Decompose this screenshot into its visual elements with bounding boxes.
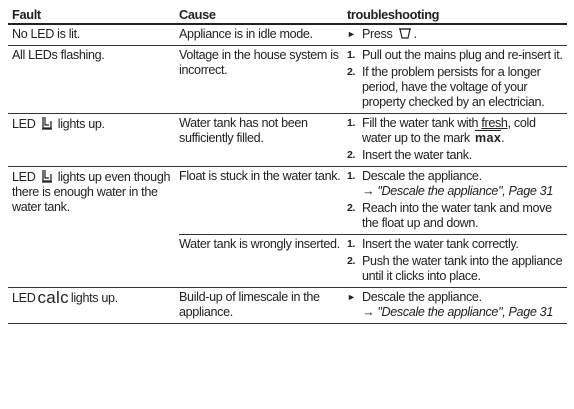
water-tank-icon xyxy=(41,116,53,130)
step-number: 2. xyxy=(347,66,356,78)
step-text: Descale the appliance. xyxy=(362,290,482,304)
table-header-row xyxy=(8,7,567,24)
step-item xyxy=(347,48,563,63)
cause-cell: Water tank is wrongly inserted. xyxy=(179,235,347,288)
fault-cell: No LED is lit. xyxy=(12,27,80,41)
step-text: Fill the water tank with fresh, cold water up to the mark max. xyxy=(362,116,536,145)
step-item xyxy=(347,201,563,231)
troubleshooting-table xyxy=(8,7,567,324)
step-item xyxy=(347,290,563,320)
step-number: 2. xyxy=(347,255,356,267)
troubleshooting-cell xyxy=(347,167,567,235)
step-text: Press xyxy=(362,27,393,41)
fault-cell: LED lights up. xyxy=(12,117,105,131)
step-text: Pull out the mains plug and re-insert it. xyxy=(362,48,563,62)
step-number: 1. xyxy=(347,170,356,182)
step-item xyxy=(347,254,563,284)
fault-cell: LED calc lights up. xyxy=(12,288,118,307)
header-fault: Fault xyxy=(12,7,41,22)
troubleshooting-table-document xyxy=(8,7,567,324)
header-troubleshooting: troubleshooting xyxy=(347,7,440,22)
page-reference: → "Descale the appliance", Page 31 xyxy=(362,184,553,198)
table-row xyxy=(8,167,567,235)
step-text: Push the water tank into the appliance until it clicks into place. xyxy=(362,254,563,283)
step-item xyxy=(347,169,563,199)
max-mark-label: max xyxy=(474,131,502,145)
table-row xyxy=(8,46,567,114)
fault-cell: All LEDs flashing. xyxy=(12,48,105,62)
step-item xyxy=(347,27,563,42)
bullet-arrow-icon: ► xyxy=(347,292,356,302)
step-text: Insert the water tank. xyxy=(362,148,472,162)
cause-cell: Water tank has not been sufficiently filled. xyxy=(179,116,308,145)
cause-cell: Build-up of limescale in the appliance. xyxy=(179,290,320,319)
fault-cell: LED lights up even though there is enough water in the water tank. xyxy=(8,167,179,288)
step-punct: . xyxy=(413,27,417,41)
table-row xyxy=(8,288,567,324)
step-item xyxy=(347,237,563,252)
step-item xyxy=(347,148,563,163)
table-row xyxy=(8,114,567,167)
step-number: 2. xyxy=(347,202,356,214)
header-cause: Cause xyxy=(179,7,216,22)
step-item xyxy=(347,65,563,110)
step-number: 1. xyxy=(347,117,356,129)
step-item xyxy=(347,116,563,146)
step-number: 1. xyxy=(347,49,356,61)
troubleshooting-cell xyxy=(347,288,567,324)
water-tank-icon xyxy=(41,169,53,183)
step-number: 2. xyxy=(347,149,356,161)
calc-indicator-label: calc xyxy=(37,288,69,307)
cause-cell: Appliance is in idle mode. xyxy=(179,27,313,41)
cup-button-icon xyxy=(398,27,412,40)
step-text: Reach into the water tank and move the float up and down. xyxy=(362,201,552,230)
step-number: 1. xyxy=(347,238,356,250)
cause-cell: Float is stuck in the water tank. xyxy=(179,169,341,183)
troubleshooting-cell xyxy=(347,235,567,288)
cause-cell: Voltage in the house system is incorrect. xyxy=(179,48,339,77)
step-text: If the problem persists for a longer period, have the voltage of your property checked by an electrician. xyxy=(362,65,545,109)
troubleshooting-cell xyxy=(347,24,567,46)
troubleshooting-cell xyxy=(347,114,567,167)
troubleshooting-cell xyxy=(347,46,567,114)
bullet-arrow-icon: ► xyxy=(347,29,356,39)
step-text: Insert the water tank correctly. xyxy=(362,237,519,251)
page-reference: → "Descale the appliance", Page 31 xyxy=(362,305,553,319)
table-row xyxy=(8,24,567,46)
step-text: Descale the appliance. xyxy=(362,169,482,183)
